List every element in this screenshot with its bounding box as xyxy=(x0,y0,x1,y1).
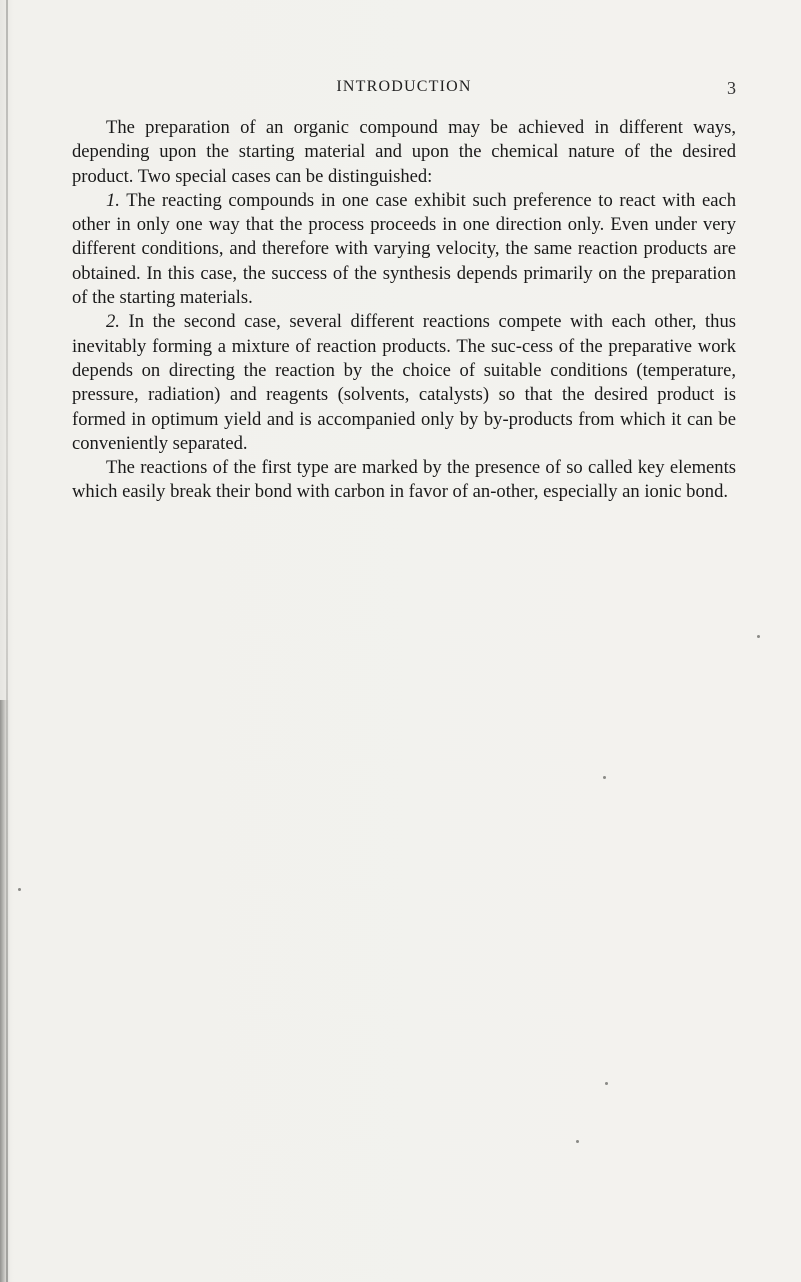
binding-shadow xyxy=(0,700,10,1282)
page-number: 3 xyxy=(727,78,736,98)
paragraph-intro xyxy=(72,116,736,189)
body-text xyxy=(72,116,736,505)
running-header xyxy=(72,78,736,100)
paragraph-number: 1. xyxy=(106,189,120,211)
paragraph-text: The reacting compounds in one case exhibit such preference to react with each other in only one way that the process proceeds in one direction only. Even under very different conditions, and therefore with varying velocity, the same reaction products are obtained. In this case, the success of the synthesis depends primarily on the preparation of the starting materials. xyxy=(72,189,736,309)
paragraph-case-1 xyxy=(72,189,736,310)
paragraph-text: In the second case, several different reactions compete with each other, thus inevitably forming a mixture of reaction products. The suc-cess of the preparative work depends on directing the reaction by the choice of suitable conditions (temperature, pressure, radiation) and reagents (solvents, catalysts) so that the desired product is formed in optimum yield and is accompanied only by by-products from which it can be conveniently separated. xyxy=(72,311,736,454)
paper-speck xyxy=(576,1140,579,1143)
running-title: INTRODUCTION xyxy=(336,78,472,95)
paper-speck xyxy=(603,776,606,779)
paragraph-key-elements xyxy=(72,456,736,505)
paper-speck xyxy=(757,635,760,638)
paragraph-number: 2. xyxy=(106,311,120,333)
paragraph-text: The preparation of an organic compound may be achieved in different ways, depending upon the starting material and upon the chemical nature of the desired product. Two special cases can be distinguished: xyxy=(72,117,736,187)
paragraph-text: The reactions of the first type are marked by the presence of so called key elements which easily break their bond with carbon in favor of an-other, especially an ionic bond. xyxy=(72,457,736,503)
paper-speck xyxy=(18,888,21,891)
paragraph-case-2 xyxy=(72,310,736,456)
paper-speck xyxy=(605,1082,608,1085)
